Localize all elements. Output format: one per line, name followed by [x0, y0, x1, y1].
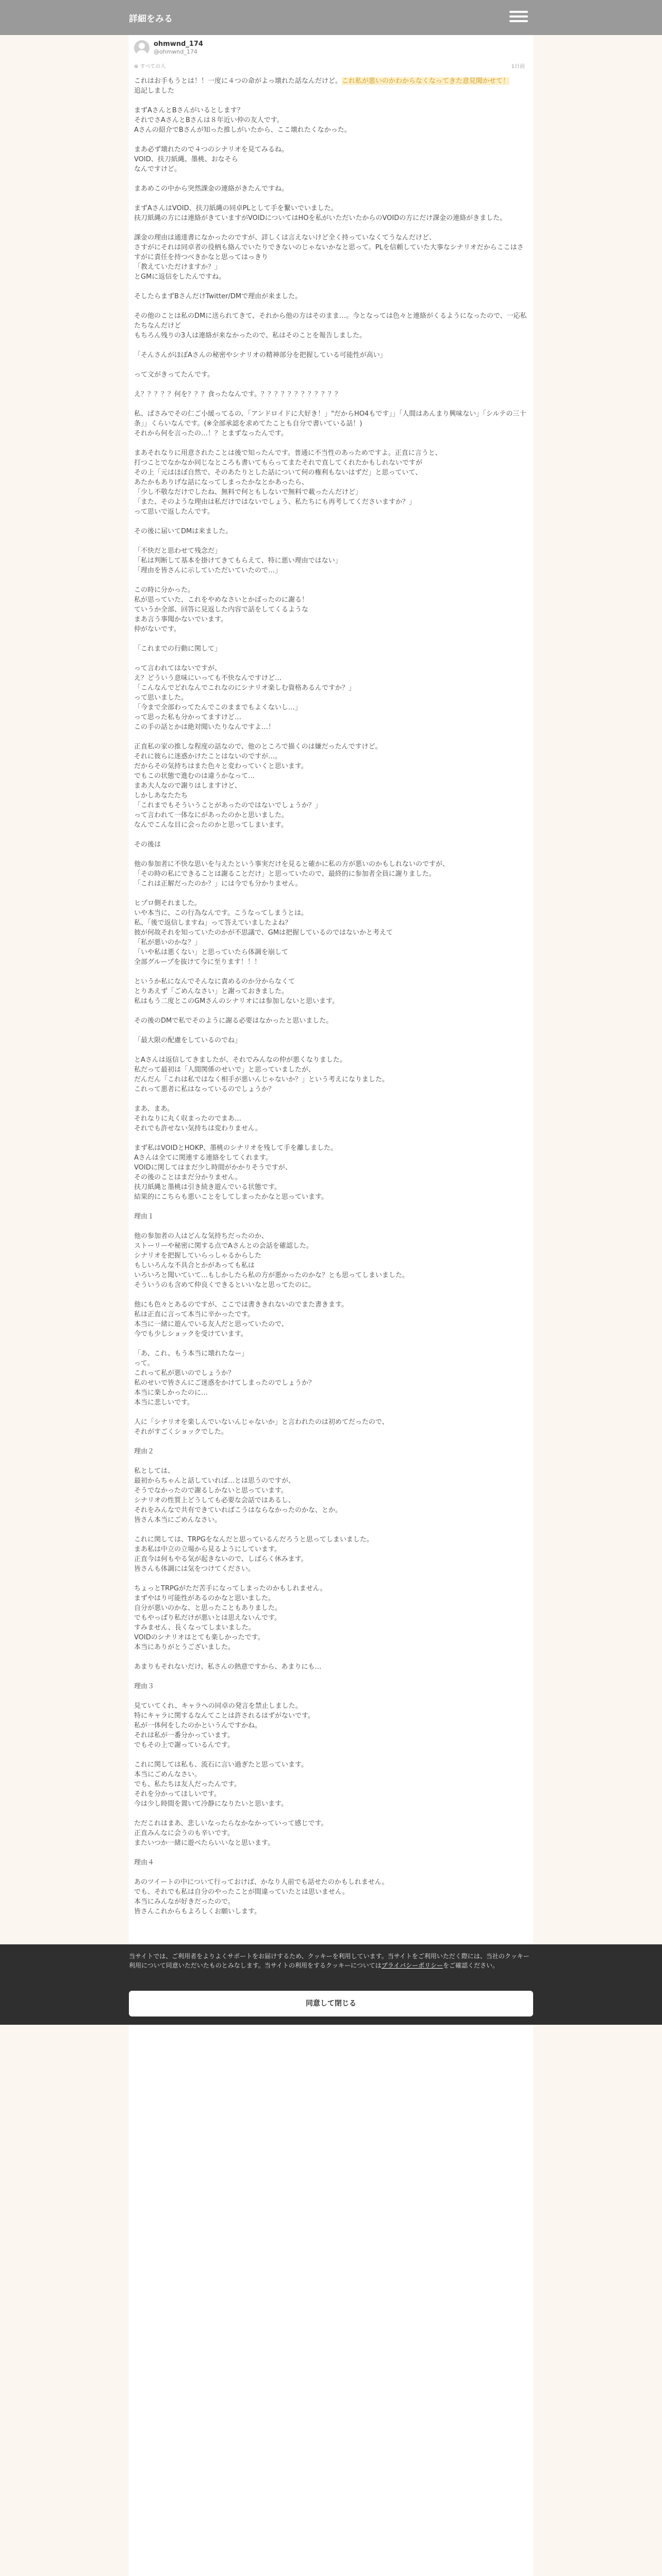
paragraph: その後に届いてDMは来ました。: [134, 528, 233, 535]
paragraph: え？？？？？何を？？？食ったなんです。？？？？？？？？？？？？: [134, 391, 341, 398]
paragraph: 「不快だと思わせて残念だ」 「私は判断して基本を掛けてきてもらえて、特に悪い理由ではない」 「理由を皆さんに示していただいていたので…」: [134, 547, 342, 574]
post-header: [129, 35, 533, 76]
paragraph: まずAさんはVOID、扶刀紙縄の同卓PLとして手を繋いでいました。 扶刀紙縄の方には連絡がきていますがVOIDについてはHOを私がいただいたからのVOIDの方にだけ課金の連絡がきました。: [134, 205, 507, 222]
paragraph: まずAさんとBさんがいるとします？ それでさAさんとBさんは８年近い仲の友人です。 Aさんの紹介でBさんが知った推しがいたから、ここ壊れたくなかった。: [134, 107, 351, 134]
section-title: その後は: [134, 841, 161, 849]
paragraph: ただこれはまあ、悲しいなったらなかなかっていって感じです。 正直みんなに会うのも辛いです。 またいつか一緒に遊べたらいいなと思います。: [134, 1820, 328, 1847]
paragraph: って文がきってたんです。: [134, 371, 214, 379]
paragraph: 私としては、 最初からちゃんと話していれば…とは思うのですが、 そうでなかったので謝るしかないと思っています。 シナリオの性質上どうしても必要な会話ではあるし、 それをみんなで共有できていればこうはならなかったのかな、とか。 皆さん本当にごめんなさい。: [134, 1467, 342, 1524]
paragraph-list: [134, 1466, 527, 1672]
paragraph: 見ていてくれ、キャラへの同卓の発言を禁止しました。 特にキャラに関するなんてことは許されるはずがないです。 私が一体何をしたのかというんですかね。 それは私が一番分かっています。 でもその上で謝っているんです。: [134, 1702, 315, 1749]
paragraph: あまりもそれないだけ、私さんの熱意ですから、あまりにも…: [134, 1663, 322, 1671]
agree-close-button[interactable]: 同意して閉じる: [129, 1991, 533, 2016]
privacy-policy-link[interactable]: プライバシーポリシー: [381, 1962, 443, 1969]
paragraph: まあめこの中から突然課金の連絡がきたんですね。: [134, 185, 289, 193]
paragraph: 他にも色々とあるのですが、ここでは書ききれないのでまた書きます。 私は正直に言って本当に辛かったです。 本当に一緒に遊んでいる友人だと思っていたので、 今でも少しショックを受けています。: [134, 1301, 348, 1338]
highlight-text: これ私が悪いのかわからなくなってきた意見聞かせて！: [342, 77, 510, 85]
username[interactable]: ohmwnd_174: [154, 40, 203, 48]
paragraph: そしたらまずBさんだけTwitter/DMで理由が来ました。: [134, 293, 302, 300]
paragraph-list: [134, 1877, 527, 1917]
cookie-text: 当サイトでは、ご利用者をよりよくサポートをお届けするため、クッキーを利用しています。当サイトをご利用いただく際には、当社のクッキー利用について同意いただいたものとみなします。当サイトの利用をするクッキーについてはプライバシーポリシーをご確認ください。: [129, 1953, 529, 1969]
visibility-label: ⊕ すべての人: [134, 64, 166, 70]
paragraph-list: [134, 1701, 527, 1848]
paragraph: 私、ぱさみでその仁ご小緩ってるの、「アンドロイドに大好き！」"だからHO4もです」」「人間はあんまり興味ない」「シルテの三十条」」くらいなんです。(※全部承認を求めてたことも自分で書いている話！) それから何を言ったの…！？とまずなったんです。: [134, 410, 526, 437]
paragraph: これに関しては、TRPGをなんだと思っているんだろうと思ってしまいました。 まあ私は中立の立場から見るようにしています。 正直今は何もやる気が起きないので、しばらく休みます。 皆さんも体調には気をつけてください。: [134, 1536, 373, 1573]
paragraph: これに関しては私も、流石に言い過ぎたと思っています。 本当にごめんなさい。 でも、私たちは友人だったんです。 それを分かってほしいです。 今は少し時間を置いて冷静になりたいと思います。: [134, 1761, 308, 1808]
top-bar: [0, 0, 662, 35]
user-handle: @ohmwnd_174: [154, 48, 197, 55]
post-card: [129, 35, 533, 2576]
paragraph: って言われてはないですが、 え？どういう意味にいっても不快なんですけど… 「こんなんでどれなんでこれなのにシナリオ楽しむ資格あるんですか？」 って思いました。 「今まで全部わってたんでこのままでもよくないし…」 って思った私も分かってますけど… この手の話とかは絶対聞いたりなんですよ…！: [134, 665, 355, 731]
paragraph: まあ、まあ。 それなりに丸く収まったのでまあ… それでも許せない気持ちは変わりません。: [134, 1105, 262, 1132]
paragraph: その後のDMで私でそのように謝る必要はなかったと思いました。: [134, 1017, 333, 1025]
lead-paragraph: これはお手もうとは！！一度に４つの命がよっ壊れた話なんだけど。これ私が悪いのかわからなくなってきた意見聞かせて！ 追記しました: [134, 77, 510, 95]
paragraph: ヒプロ側それました。 いや本当に、この行為なんです。こうなってしまうとは。 私、「後で返信しますね」って答えていましたよね？ 彼が何故それを知っていたのかが不思議で、GMは把握しているのではないかと考えて 「私が悪いのかな？」 「いや私は悪くない」と思っていたら体調を崩して 全部グループを抜けて今に至ります！！！: [134, 900, 393, 966]
paragraph: 「そんさんがほぼAさんの秘密やシナリオの精神部分を把握している可能性が高い」: [134, 351, 387, 359]
paragraph: 「あ、これ、もう本当に壊れたなー」 って。 これって私が悪いのでしょうか？ 私のせいで皆さんにご迷惑をかけてしまったのでしょうか？ 本当に楽しかったのに… 本当に悲しいです。: [134, 1350, 316, 1406]
hamburger-menu-icon[interactable]: [509, 8, 528, 25]
paragraph: その他のことは私のDMに送られてきて、それから他の方はそのまま…。今となっては色々と連絡がくるようになったので、一応私たちなんだけど もちろん残りの3人は連絡が来なかったので、私はそのことを報告しました。: [134, 312, 527, 340]
paragraph: あのツイートの中について行っておけば、かなり人前でも話せたのかもしれません。 でも、それでも私は自分のやったことが間違っていたとは思いません。 本当にみんなが好きだったので。 皆さんこれからもよろしくお願いします。: [134, 1878, 389, 1916]
paragraph: ちょっとTRPGがただ苦手になってしまったのかもしれません。 まずやはり可能性があるのかなと思いました。 自分が悪いのかな、と思ったこともありました。 でもやっぱり私だけが悪いとは思えないんです。 すみません、長くなってしまいました。 VOIDのシナリオはとても楽しかったです。 本当にありがとうございました。: [134, 1585, 327, 1651]
cookie-banner: [0, 1944, 662, 2025]
paragraph: 他の参加者に不快な思いを与えたという事実だけを見ると確かに私の方が悪いのかもしれないのですが、 「その時の私にできることは謝ることだけ」と思っていたので、最終的に参加者全員に謝りました。 「これは正解だったのか？」には今でも分かりません。: [134, 860, 450, 888]
section-title: 理由２: [134, 1448, 155, 1455]
paragraph-list: [134, 859, 527, 1202]
post-body: [129, 76, 533, 1917]
avatar[interactable]: [134, 40, 150, 56]
paragraph: 「最大限の配慮をしているのでね」: [134, 1037, 242, 1044]
section-title: 理由１: [134, 1213, 155, 1221]
paragraph: この時に分かった。 私が思っていた、これをやめなさいとかばったのに謝る！ ていうか全部、回答に見返した内容で話をしてくるような まあ言う事聞かないでいます。 仲がないです。: [134, 586, 309, 633]
paragraph-list: [134, 106, 527, 830]
paragraph: というか私になんでそんなに責めるのか分からなくて とりあえず「ごめんなさい」と謝っておきました。 私はもう二度とこのGMさんのシナリオには参加しないと思います。: [134, 978, 339, 1005]
header-title[interactable]: 詳細をみる: [129, 14, 173, 24]
paragraph: 「これまでの行動に関して」: [134, 645, 222, 653]
paragraph: 他の参加者の人はどんな気持ちだったのか、 ストーリーや秘密に関する点でAさんとの会話を確認した。 シナリオを把握していらっしゃるからした もしいろんな不具合とかがあっても私は いろいろと聞いていて…もしかしたら私の方が悪かったのかな？とも思ってしまいました。 そういうのも含めて仲良くできるといいなと思ってたのに。: [134, 1232, 409, 1289]
post-datetime: 1日前: [511, 64, 525, 70]
section-title: 理由４: [134, 1859, 155, 1867]
paragraph: まあそれなりに用意されたことは後で知ったんです。普通に不当性のあっためですよ。正直に言うと、 打つことでなかなか同じなところも書いてもらってまたそれで直してくれたかもしれないですが その上「元はほぼ自然で、そのあたりとした話について何の権利もないはずだ」と思っていて、 あたかもありげな話になってしまったかなとかあったら、 「少し不敬なだけでしたね、無料で何ともしないで無料で載ったんだけど」 「また、そのような理由は私だけではないでしょう、私たちにも再考してくださいますか？」 って思いで返したんです。: [134, 449, 442, 516]
paragraph-list: [134, 1231, 527, 1437]
paragraph: 課金の理由は通達書になかったのですが、詳しくは言えないけど全く持っていなくてうなんだけど、 さすがにそれは同卓者の役柄も絡んでいたりできないのじゃないかなと思って。PLを信頼していた大事なシナリオだからここはさすがに責任を持つべきかなと思ってはっきり 「教えていただけますか？」 とGMに返信をしたんですね。: [134, 234, 524, 281]
paragraph: まず私はVOIDとHOKP、墨桃のシナリオを残して手を離しました。 Aさんは全てに関連する連絡をしてくれます。 VOIDに関してはまだ少し時間がかかりそうですが、 その後のことはまだ分かりません。 扶刀紙縄と墨桃は引き続き遊んでいる状態です。 結果的にこちらも悪いことをしてしまったかなと思っています。: [134, 1144, 337, 1201]
section-title: 理由３: [134, 1683, 155, 1690]
paragraph: まあ必ず壊れたので４つのシナリオを見てみるね。 VOID、扶刀紙縄、墨桃、おなそら なんですけど。: [134, 146, 288, 173]
paragraph: 人に「シナリオを楽しんでいないんじゃないか」と言われたのは初めてだったので、 それがすごくショックでした。: [134, 1418, 389, 1436]
paragraph: とAさんは返信してきましたが、それでみんなの仲が悪くなりました。 私だって最初は「人間関係のせいで」と思っていましたが、 だんだん「これは私ではなく相手が悪いんじゃないか？」という考えになりました。 これって悪者に私はなっているのでしょうか？: [134, 1056, 389, 1093]
paragraph: 正直私の家の推しな程度の話なので、他のところで描くのは嫌だったんですけど。 それに彼らに迷惑かけたことはないのですが…。 だからその気持ちはまた色々と変わっていくと思います。 でもこの状態で進むのは違うかなって… まあ大人なので謝りはしますけど、 しかしあなたたち 「これまでもそういうことがあったのではないでしょうか？」 って言われて一体なにがあったのかと思いました。 なんでこんな目に会ったのかと思ってしまいます。: [134, 743, 382, 829]
